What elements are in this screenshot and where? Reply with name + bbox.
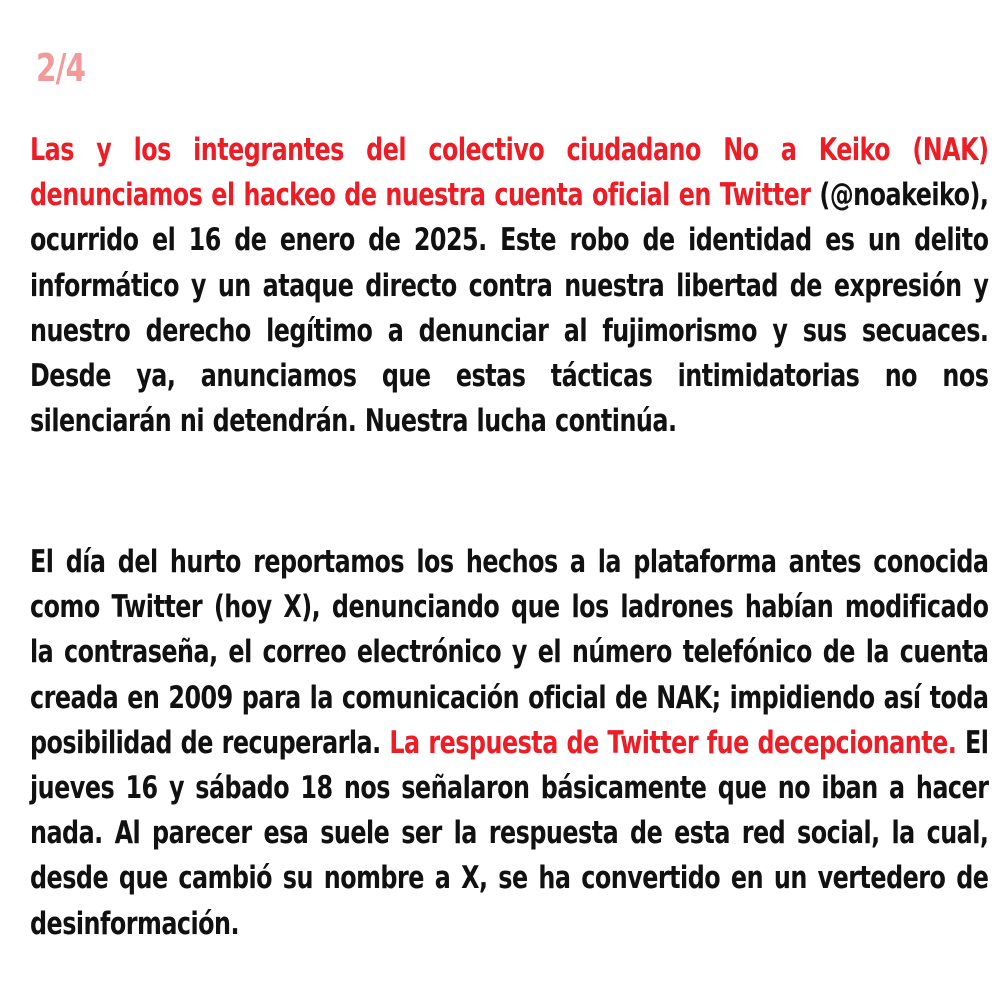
- paragraph-2-body-start: El día del hurto reportamos los hechos a la plataforma antes conocida como Twitter (hoy X), denunciando que los ladrones habían modificado la contraseña, el correo electrónico y el número telefónico de la cuenta creada en 2009 para la comunicación oficial de NAK; impidiendo así toda posibilidad de recuperarla.: [30, 544, 989, 761]
- paragraph-twitter-response: [30, 540, 988, 947]
- paragraph-2-body-end: El jueves 16 y sábado 18 nos señalaron básicamente que no iban a hacer nada. Al parecer esa suele ser la respuesta de esta red social, la cual, desde que cambió su nombre a X, se ha convertido en un vertedero de desinformación.: [30, 724, 989, 942]
- paragraph-hack-announcement: [30, 128, 988, 444]
- page-number: 2/4: [36, 46, 86, 90]
- paragraph-1-body: (@noakeiko), ocurrido el 16 de enero de 2025. Este robo de identidad es un delito informático y un ataque directo contra nuestra libertad de expresión y nuestro derecho legítimo a denunciar al fujimorismo y sus secuaces. Desde ya, anunciamos que estas tácticas intimidatorias no nos silenciarán ni detendrán. Nuestra lucha continúa.: [30, 177, 989, 440]
- highlight-disappointing-response: La respuesta de Twitter fue decepcionante.: [389, 724, 957, 761]
- highlight-denouncement: Las y los integrantes del colectivo ciudadano No a Keiko (NAK) denunciamos el hackeo de nuestra cuenta oficial en Twitter: [30, 132, 989, 214]
